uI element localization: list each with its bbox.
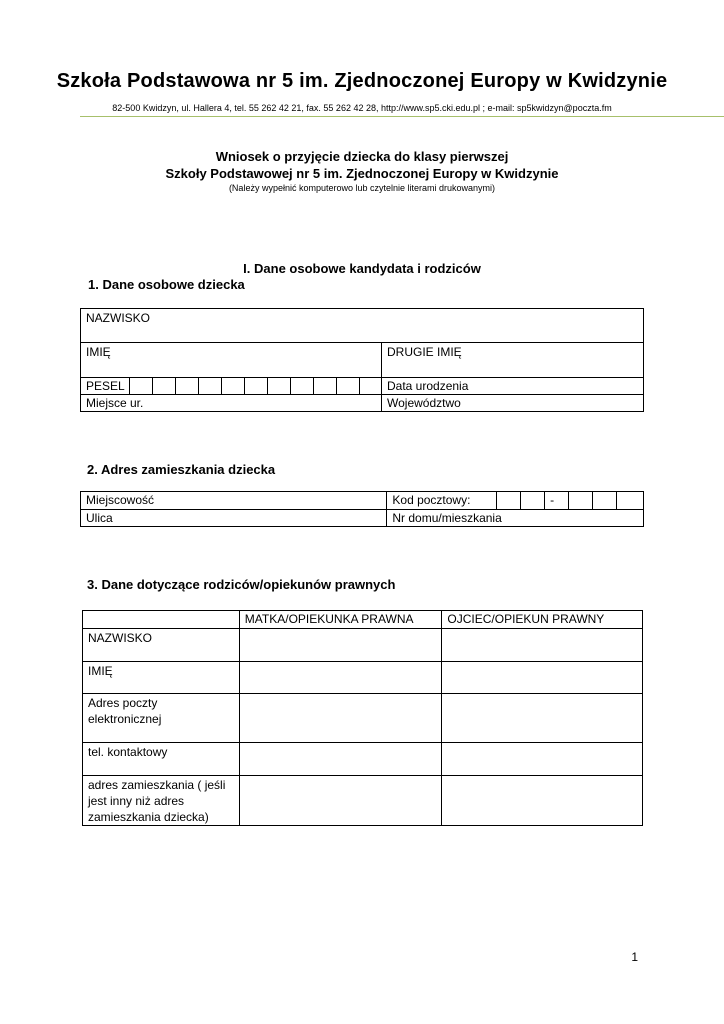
pesel-digit-box[interactable] <box>222 378 245 395</box>
col-header-father <box>442 611 643 629</box>
mother-column-label: MATKA/OPIEKUNKA PRAWNA <box>244 612 414 626</box>
mother-surname-field[interactable] <box>239 629 442 662</box>
postal-digit-box[interactable] <box>593 492 617 510</box>
father-phone-field[interactable] <box>442 743 643 776</box>
child-surname-field[interactable] <box>81 309 644 343</box>
city-field[interactable] <box>81 492 387 510</box>
mother-first-name-field[interactable] <box>239 662 442 694</box>
postal-digit-box[interactable] <box>497 492 521 510</box>
birth-date-field[interactable] <box>382 378 644 395</box>
postal-dash-cell <box>545 492 569 510</box>
father-address-field[interactable] <box>442 776 643 826</box>
street-label: Ulica <box>86 511 113 525</box>
pesel-digit-box[interactable] <box>291 378 314 395</box>
parent-row-label <box>83 629 240 662</box>
postal-digit-box[interactable] <box>521 492 545 510</box>
pesel-digit-box[interactable] <box>360 378 382 395</box>
father-email-field[interactable] <box>442 694 643 743</box>
pesel-digit-box[interactable] <box>130 378 153 395</box>
city-label: Miejscowość <box>86 493 155 507</box>
school-contact-line: 82-500 Kwidzyn, ul. Hallera 4, tel. 55 262 42 21, fax. 55 262 42 28, http://www.sp5.cki.edu.pl ; e-mail: sp5kwidzyn@poczta.fm <box>112 103 612 113</box>
child-surname-label: NAZWISKO <box>86 311 151 325</box>
form-fill-instruction: (Należy wypełnić komputerowo lub czytelnie literami drukowanymi) <box>228 183 496 193</box>
pesel-digit-box[interactable] <box>199 378 222 395</box>
form-title-line-2: Szkoły Podstawowej nr 5 im. Zjednoczonej Europy w Kwidzynie <box>165 166 559 181</box>
parent-address-label: adres zamieszkania ( jeśli jest inny niż adres zamieszkania dziecka) <box>88 778 226 824</box>
subsection-heading-parents: 3. Dane dotyczące rodziców/opiekunów prawnych <box>87 577 396 592</box>
child-second-name-label: DRUGIE IMIĘ <box>387 345 462 359</box>
postal-code-label-cell <box>387 492 497 510</box>
birth-place-field[interactable] <box>81 395 382 412</box>
child-data-table <box>80 308 644 412</box>
house-number-label: Nr domu/mieszkania <box>392 511 502 525</box>
form-title-line-1: Wniosek o przyjęcie dziecka do klasy pierwszej <box>215 149 509 164</box>
pesel-digit-box[interactable] <box>337 378 360 395</box>
parent-row-label <box>83 694 240 743</box>
parents-table <box>82 610 643 826</box>
parent-surname-label: NAZWISKO <box>88 631 153 645</box>
col-header-mother <box>239 611 442 629</box>
postal-code-label: Kod pocztowy: <box>392 493 471 507</box>
parent-phone-label: tel. kontaktowy <box>88 745 168 759</box>
subsection-heading-child-address: 2. Adres zamieszkania dziecka <box>87 462 276 477</box>
child-address-table <box>80 491 644 527</box>
pesel-label-cell <box>81 378 130 395</box>
mother-address-field[interactable] <box>239 776 442 826</box>
pesel-digit-box[interactable] <box>268 378 291 395</box>
parent-email-label: Adres poczty elektronicznej <box>88 696 162 726</box>
parent-row-label <box>83 662 240 694</box>
child-first-name-field[interactable] <box>81 343 382 378</box>
parent-row-label <box>83 743 240 776</box>
page-number: 1 <box>631 950 638 964</box>
birth-place-label: Miejsce ur. <box>86 396 144 410</box>
child-first-name-label: IMIĘ <box>86 345 111 359</box>
father-surname-field[interactable] <box>442 629 643 662</box>
mother-email-field[interactable] <box>239 694 442 743</box>
parent-row-label <box>83 776 240 826</box>
postal-digit-box[interactable] <box>616 492 643 510</box>
pesel-label: PESEL <box>86 379 125 393</box>
header-divider <box>80 116 724 117</box>
postal-dash: - <box>550 493 555 507</box>
subsection-heading-child-data: 1. Dane osobowe dziecka <box>88 277 245 292</box>
postal-digit-box[interactable] <box>569 492 593 510</box>
pesel-digit-box[interactable] <box>245 378 268 395</box>
parents-header-empty <box>83 611 240 629</box>
school-name: Szkoła Podstawowa nr 5 im. Zjednoczonej Europy w Kwidzynie <box>56 70 668 92</box>
father-first-name-field[interactable] <box>442 662 643 694</box>
pesel-digit-box[interactable] <box>153 378 176 395</box>
father-column-label: OJCIEC/OPIEKUN PRAWNY <box>447 612 605 626</box>
voivodeship-label: Województwo <box>387 396 461 410</box>
pesel-digit-box[interactable] <box>176 378 199 395</box>
birth-date-label: Data urodzenia <box>387 379 469 393</box>
voivodeship-field[interactable] <box>382 395 644 412</box>
mother-phone-field[interactable] <box>239 743 442 776</box>
section-heading-personal-data: I. Dane osobowe kandydata i rodziców <box>243 261 481 276</box>
pesel-digit-box[interactable] <box>314 378 337 395</box>
parent-first-name-label: IMIĘ <box>88 664 113 678</box>
house-number-field[interactable] <box>387 510 644 527</box>
street-field[interactable] <box>81 510 387 527</box>
child-second-name-field[interactable] <box>382 343 644 378</box>
